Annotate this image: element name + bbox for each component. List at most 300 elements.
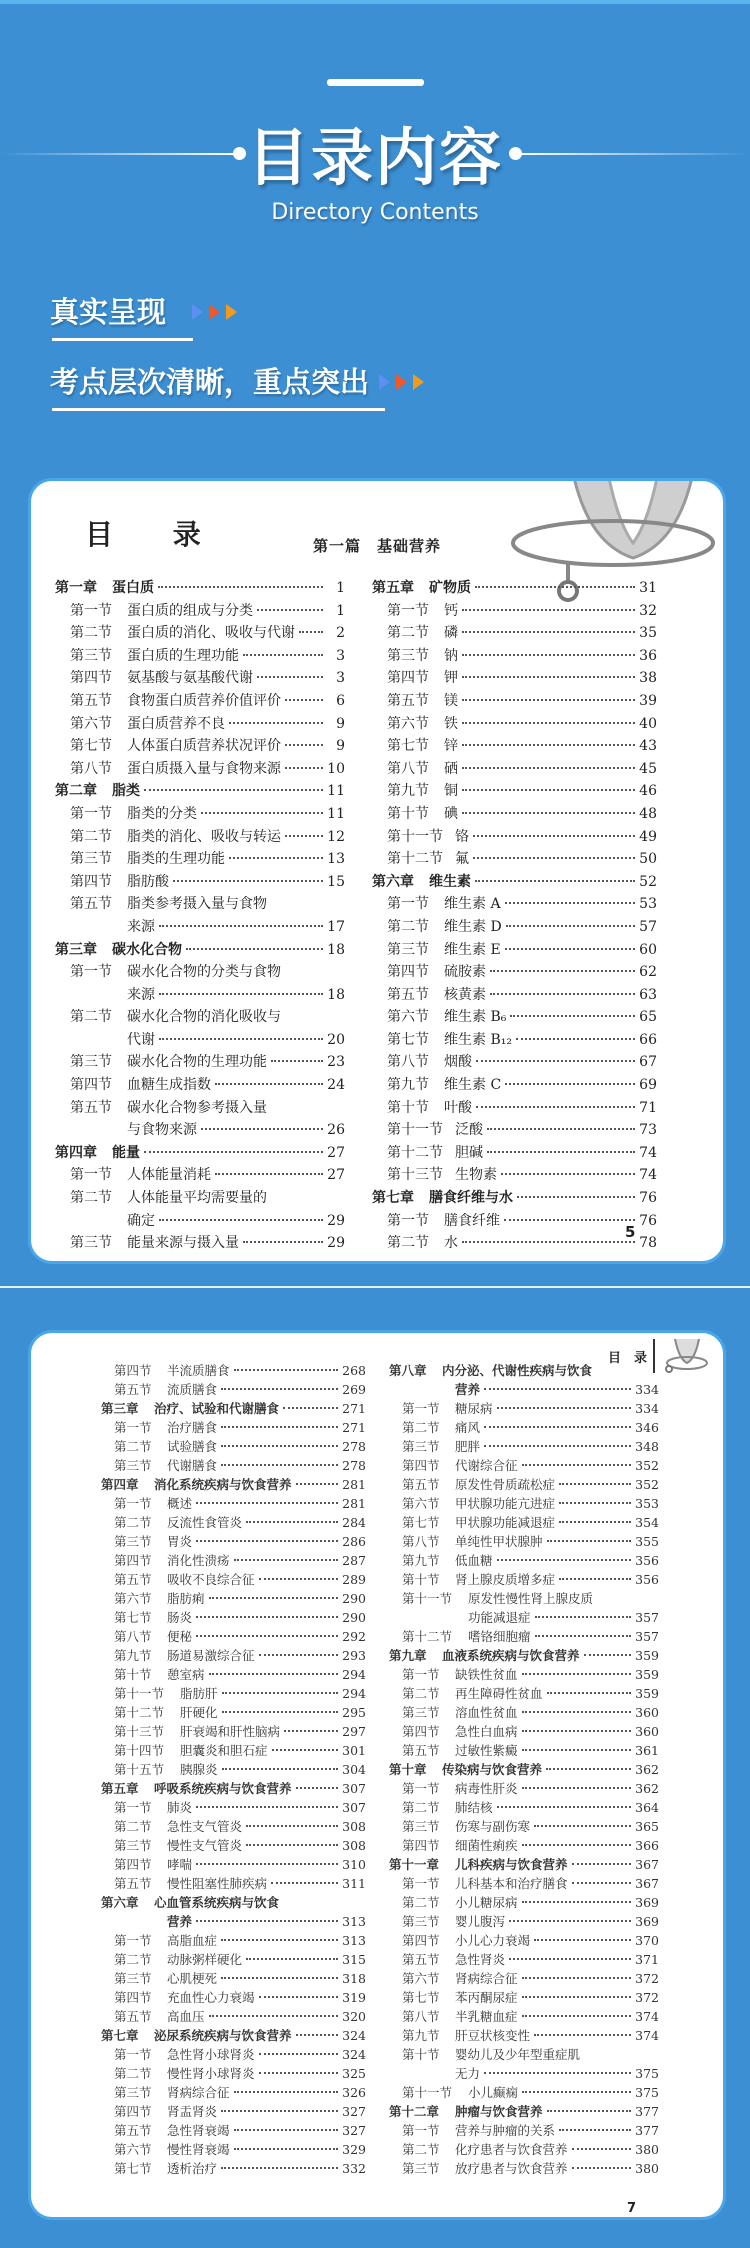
entry-title: 肠道易激综合征 bbox=[167, 1648, 255, 1663]
entry-title: 碳水化合物参考摄入量 bbox=[127, 1099, 267, 1116]
entry-number: 第二节 bbox=[114, 1819, 152, 1834]
entry-page: 318 bbox=[342, 1971, 366, 1986]
leader-dots bbox=[546, 1768, 631, 1770]
entry-title: 铁 bbox=[444, 715, 458, 732]
toc-section-entry[interactable] bbox=[55, 1097, 345, 1120]
entry-number: 第二节 bbox=[70, 1009, 112, 1026]
entry-page: 76 bbox=[639, 1212, 657, 1229]
toc-section-entry[interactable] bbox=[55, 690, 345, 713]
toc-section-entry[interactable] bbox=[372, 1210, 657, 1233]
entry-title: 人体能量消耗 bbox=[127, 1167, 211, 1184]
entry-page: 60 bbox=[639, 941, 657, 958]
toc-section-entry[interactable] bbox=[389, 1741, 659, 1760]
toc-section-entry[interactable] bbox=[55, 667, 345, 690]
entry-number: 第六节 bbox=[114, 2142, 152, 2157]
entry-title: 放疗患者与饮食营养 bbox=[455, 2161, 568, 2176]
entry-page: 27 bbox=[327, 1167, 345, 1184]
toc-chapter-entry[interactable] bbox=[101, 2026, 366, 2045]
entry-title: 急性支气管炎 bbox=[167, 1819, 243, 1834]
entry-title: 维生素 A bbox=[444, 896, 501, 913]
leader-dots bbox=[462, 767, 635, 769]
toc-section-entry[interactable] bbox=[389, 1456, 659, 1475]
toc-section-entry[interactable] bbox=[389, 2140, 659, 2159]
toc-section-entry[interactable] bbox=[55, 1074, 345, 1097]
toc-section-entry[interactable] bbox=[389, 1912, 659, 1931]
entry-title: 急性肾衰竭 bbox=[167, 2123, 230, 2138]
entry-page: 74 bbox=[639, 1144, 657, 1161]
leader-dots bbox=[522, 1749, 631, 1751]
toc-section-entry[interactable] bbox=[55, 893, 345, 916]
entry-title: 传染病与饮食营养 bbox=[442, 1762, 543, 1777]
entry-page: 278 bbox=[342, 1458, 366, 1473]
entry-title: 营养与肿瘤的关系 bbox=[455, 2123, 556, 2138]
toc-section-entry[interactable] bbox=[372, 893, 657, 916]
toc-section-entry[interactable] bbox=[55, 803, 345, 826]
leader-dots bbox=[284, 1730, 338, 1732]
toc-section-entry[interactable] bbox=[389, 1570, 659, 1589]
toc-chapter-entry[interactable] bbox=[55, 780, 345, 803]
toc-section-entry[interactable] bbox=[101, 1608, 366, 1627]
toc-section-entry[interactable] bbox=[372, 713, 657, 736]
toc-section-entry[interactable] bbox=[101, 1456, 366, 1475]
leader-dots bbox=[475, 586, 635, 588]
toc-section-entry[interactable] bbox=[55, 622, 345, 645]
toc-section-entry[interactable] bbox=[101, 1855, 366, 1874]
entry-page: 377 bbox=[635, 2123, 659, 2138]
entry-title: 肺炎 bbox=[167, 1800, 193, 1815]
entry-title: 食物蛋白质营养价值评价 bbox=[127, 692, 281, 709]
toc-section-entry[interactable] bbox=[372, 826, 657, 849]
toc-section-entry[interactable] bbox=[101, 1437, 366, 1456]
leader-dots bbox=[243, 1241, 323, 1243]
entry-page: 289 bbox=[342, 1572, 366, 1587]
entry-number: 第一节 bbox=[70, 964, 112, 981]
entry-page: 12 bbox=[327, 828, 345, 845]
toc-section-entry[interactable] bbox=[389, 1627, 659, 1646]
toc-section-entry[interactable] bbox=[55, 871, 345, 894]
toc-section-entry[interactable] bbox=[372, 939, 657, 962]
leader-dots bbox=[559, 1502, 631, 1504]
toc-section-entry[interactable] bbox=[372, 735, 657, 758]
toc-section-entry[interactable] bbox=[389, 1551, 659, 1570]
entry-number: 第一节 bbox=[70, 805, 112, 822]
toc-section-entry[interactable] bbox=[101, 1874, 366, 1893]
toc-section-entry[interactable] bbox=[389, 1722, 659, 1741]
toc-chapter-entry[interactable] bbox=[389, 1646, 659, 1665]
entry-number: 第三节 bbox=[114, 2085, 152, 2100]
toc-chapter-entry[interactable] bbox=[55, 1142, 345, 1165]
entry-page: 372 bbox=[635, 1990, 659, 2005]
entry-page: 46 bbox=[639, 783, 657, 800]
leader-dots bbox=[506, 925, 635, 927]
entry-number: 第三节 bbox=[114, 1971, 152, 1986]
entry-page: 57 bbox=[639, 918, 657, 935]
entry-title: 脂类的生理功能 bbox=[127, 851, 225, 868]
toc-section-entry[interactable] bbox=[101, 1665, 366, 1684]
toc-section-entry[interactable] bbox=[55, 1187, 345, 1210]
toc-section-entry[interactable] bbox=[389, 1950, 659, 1969]
tagline-1-underline bbox=[52, 338, 193, 341]
toc-section-entry[interactable] bbox=[55, 1232, 345, 1255]
entry-title: 呼吸系统疾病与饮食营养 bbox=[154, 1781, 292, 1796]
toc-section-entry[interactable] bbox=[101, 1589, 366, 1608]
toc-section-entry[interactable] bbox=[389, 2045, 659, 2064]
toc-section-entry[interactable] bbox=[101, 2102, 366, 2121]
toc-section-entry[interactable] bbox=[389, 1513, 659, 1532]
toc-section-entry[interactable] bbox=[389, 1418, 659, 1437]
toc-section-entry[interactable] bbox=[389, 1779, 659, 1798]
toc-section-entry[interactable] bbox=[372, 1074, 657, 1097]
entry-number: 第十三节 bbox=[114, 1724, 165, 1739]
entry-number: 第四节 bbox=[114, 1363, 152, 1378]
toc-section-entry[interactable] bbox=[372, 1119, 657, 1142]
entry-title: 试验膳食 bbox=[167, 1439, 218, 1454]
entry-page: 375 bbox=[635, 2066, 659, 2081]
entry-title: 心肌梗死 bbox=[167, 1971, 218, 1986]
toc-section-entry[interactable] bbox=[372, 780, 657, 803]
toc-section-entry[interactable] bbox=[389, 1703, 659, 1722]
entry-title: 血糖生成指数 bbox=[127, 1077, 211, 1094]
entry-page: 290 bbox=[342, 1610, 366, 1625]
entry-page: 26 bbox=[327, 1122, 345, 1139]
toc-chapter-entry[interactable] bbox=[101, 1399, 366, 1418]
toc-column-left bbox=[55, 577, 345, 1255]
entry-title: 烟酸 bbox=[444, 1054, 472, 1071]
toc-section-entry[interactable] bbox=[101, 2045, 366, 2064]
entry-page: 281 bbox=[342, 1496, 366, 1511]
toc-chapter-entry[interactable] bbox=[101, 1779, 366, 1798]
leader-dots bbox=[246, 1825, 338, 1827]
toc-section-entry[interactable] bbox=[55, 826, 345, 849]
entry-number: 第一节 bbox=[387, 896, 429, 913]
toc-section-entry[interactable] bbox=[101, 1513, 366, 1532]
toc-section-entry[interactable] bbox=[101, 1551, 366, 1570]
toc-section-entry[interactable] bbox=[372, 1029, 657, 1052]
toc-section-entry[interactable] bbox=[101, 1836, 366, 1855]
toc-section-entry[interactable] bbox=[389, 1494, 659, 1513]
entry-title: 蛋白质营养不良 bbox=[127, 715, 225, 732]
toc-section-entry[interactable] bbox=[389, 1437, 659, 1456]
toc-section-entry[interactable] bbox=[101, 1950, 366, 1969]
entry-number: 第五节 bbox=[387, 986, 429, 1003]
toc-section-entry[interactable] bbox=[372, 600, 657, 623]
toc-chapter-entry[interactable] bbox=[389, 2102, 659, 2121]
entry-page: 370 bbox=[635, 1933, 659, 1948]
toc-section-entry[interactable] bbox=[372, 1051, 657, 1074]
entry-page: 329 bbox=[342, 2142, 366, 2157]
entry-title: 儿科基本和治疗膳食 bbox=[455, 1876, 568, 1891]
toc-section-entry[interactable] bbox=[55, 600, 345, 623]
toc-section-entry[interactable] bbox=[389, 1684, 659, 1703]
toc-section-entry[interactable] bbox=[55, 735, 345, 758]
toc-section-entry[interactable] bbox=[101, 1817, 366, 1836]
toc-section-entry[interactable] bbox=[372, 961, 657, 984]
leader-dots bbox=[158, 586, 323, 588]
toc-section-entry[interactable] bbox=[372, 622, 657, 645]
toc-section-entry[interactable] bbox=[389, 1798, 659, 1817]
leader-dots bbox=[497, 1407, 631, 1409]
entry-number: 第一节 bbox=[402, 1876, 440, 1891]
entry-number: 第十节 bbox=[402, 1572, 440, 1587]
toc-section-entry[interactable] bbox=[55, 713, 345, 736]
toc-chapter-entry[interactable] bbox=[372, 577, 657, 600]
leader-dots bbox=[222, 1692, 338, 1694]
toc-section-entry[interactable] bbox=[389, 1874, 659, 1893]
entry-page: 313 bbox=[342, 1933, 366, 1948]
entry-title: 单纯性甲状腺肿 bbox=[455, 1534, 543, 1549]
entry-number: 第四节 bbox=[114, 1990, 152, 2005]
toc-section-entry[interactable] bbox=[372, 1232, 657, 1255]
toc-chapter-entry[interactable] bbox=[372, 871, 657, 894]
entry-number: 第十四节 bbox=[114, 1743, 165, 1758]
entry-number: 第十一节 bbox=[387, 828, 443, 845]
entry-title: 矿物质 bbox=[429, 580, 471, 596]
entry-page: 334 bbox=[635, 1382, 659, 1397]
entry-page: 362 bbox=[635, 1762, 659, 1777]
part-title: 第一篇 基础营养 bbox=[312, 537, 441, 555]
entry-title: 甲状腺功能减退症 bbox=[455, 1515, 556, 1530]
toc-chapter-entry[interactable] bbox=[389, 1855, 659, 1874]
entry-page: 357 bbox=[635, 1629, 659, 1644]
entry-title: 病毒性肝炎 bbox=[455, 1781, 518, 1796]
toc-section-entry[interactable] bbox=[389, 1589, 659, 1608]
entry-page: 11 bbox=[327, 783, 345, 800]
entry-title: 高血压 bbox=[167, 2009, 205, 2024]
entry-title: 泛酸 bbox=[455, 1122, 483, 1139]
toc-section-entry[interactable] bbox=[389, 2026, 659, 2045]
entry-number: 第二节 bbox=[402, 1800, 440, 1815]
entry-title: 原发性慢性肾上腺皮质 bbox=[468, 1591, 594, 1606]
leader-dots bbox=[522, 1711, 631, 1713]
toc-chapter-entry[interactable] bbox=[55, 577, 345, 600]
toc-section-entry[interactable] bbox=[55, 1051, 345, 1074]
entry-page: 356 bbox=[635, 1572, 659, 1587]
toc-section-entry[interactable] bbox=[101, 1380, 366, 1399]
leader-dots bbox=[296, 1787, 338, 1789]
toc-section-entry[interactable] bbox=[101, 2140, 366, 2159]
toc-chapter-entry[interactable] bbox=[372, 1187, 657, 1210]
entry-title: 脂类的消化、吸收与转运 bbox=[127, 828, 281, 845]
entry-number: 第四节 bbox=[70, 873, 112, 890]
page-number: 7 bbox=[627, 2201, 637, 2216]
entry-page: 311 bbox=[342, 1876, 366, 1891]
entry-number: 第十一节 bbox=[402, 1591, 453, 1606]
toc-section-entry[interactable] bbox=[389, 1665, 659, 1684]
entry-number: 第九节 bbox=[114, 1648, 152, 1663]
entry-number: 第三节 bbox=[387, 941, 429, 958]
leader-dots bbox=[196, 1806, 338, 1808]
entry-title: 铜 bbox=[444, 783, 458, 800]
entry-title: 蛋白质摄入量与食物来源 bbox=[127, 760, 281, 777]
entry-number: 第十二章 bbox=[389, 2104, 440, 2119]
toc-section-entry[interactable] bbox=[372, 645, 657, 668]
toc-section-entry[interactable] bbox=[372, 758, 657, 781]
toc-chapter-entry[interactable] bbox=[389, 1760, 659, 1779]
toc-section-entry[interactable] bbox=[55, 645, 345, 668]
toc-section-entry[interactable] bbox=[372, 1164, 657, 1187]
entry-number: 第七节 bbox=[70, 738, 112, 755]
toc-section-entry[interactable] bbox=[372, 803, 657, 826]
entry-title: 肿瘤与饮食营养 bbox=[455, 2104, 543, 2119]
entry-title: 人体能量平均需要量的 bbox=[127, 1190, 267, 1207]
entry-number: 第十节 bbox=[387, 1099, 429, 1116]
entry-page: 369 bbox=[635, 1895, 659, 1910]
toc-section-entry[interactable] bbox=[101, 1627, 366, 1646]
toc-section-entry[interactable] bbox=[101, 1361, 366, 1380]
toc-section-entry[interactable] bbox=[101, 1684, 366, 1703]
entry-number: 第二节 bbox=[114, 1952, 152, 1967]
entry-title: 人体蛋白质营养状况评价 bbox=[127, 738, 281, 755]
entry-number: 第四节 bbox=[70, 670, 112, 687]
leader-dots bbox=[572, 1882, 631, 1884]
leader-dots bbox=[504, 1219, 635, 1221]
toc-section-entry[interactable] bbox=[389, 1475, 659, 1494]
entry-number: 第七节 bbox=[387, 738, 429, 755]
toc-section-entry[interactable] bbox=[372, 848, 657, 871]
entry-number: 第八节 bbox=[387, 760, 429, 777]
toc-section-entry[interactable] bbox=[101, 1722, 366, 1741]
toc-section-entry[interactable] bbox=[372, 1006, 657, 1029]
entry-title-continued: 来源 bbox=[127, 918, 155, 935]
toc-section-entry[interactable] bbox=[389, 1399, 659, 1418]
toc-section-entry[interactable] bbox=[389, 2159, 659, 2178]
entry-number: 第十节 bbox=[114, 1667, 152, 1682]
entry-number: 第三节 bbox=[70, 851, 112, 868]
leader-dots bbox=[462, 812, 635, 814]
leader-dots bbox=[505, 902, 635, 904]
toc-section-entry[interactable] bbox=[372, 984, 657, 1007]
toc-section-entry[interactable] bbox=[101, 1418, 366, 1437]
entry-number: 第八章 bbox=[389, 1363, 427, 1378]
entry-title: 治疗、试验和代谢膳食 bbox=[154, 1401, 280, 1416]
toc-section-entry[interactable] bbox=[101, 2007, 366, 2026]
entry-number: 第七节 bbox=[114, 2161, 152, 2176]
toc-section-entry[interactable] bbox=[101, 1988, 366, 2007]
leader-dots bbox=[462, 722, 635, 724]
leader-dots bbox=[259, 2053, 338, 2055]
toc-section-entry[interactable] bbox=[55, 1006, 345, 1029]
entry-page: 346 bbox=[635, 1420, 659, 1435]
leader-dots bbox=[484, 1426, 631, 1428]
entry-number: 第七节 bbox=[387, 1031, 429, 1048]
entry-title: 脂类 bbox=[112, 783, 140, 800]
toc-section-entry[interactable] bbox=[389, 1988, 659, 2007]
entry-title: 急性肾小球肾炎 bbox=[167, 2047, 255, 2062]
entry-number: 第十二节 bbox=[114, 1705, 165, 1720]
toc-section-entry[interactable] bbox=[101, 1703, 366, 1722]
toc-section-entry[interactable] bbox=[372, 1097, 657, 1120]
leader-dots bbox=[462, 699, 635, 701]
entry-page: 315 bbox=[342, 1952, 366, 1967]
toc-section-entry[interactable] bbox=[372, 690, 657, 713]
toc-section-entry[interactable] bbox=[372, 916, 657, 939]
entry-page: 66 bbox=[639, 1031, 657, 1048]
leader-dots bbox=[221, 2110, 338, 2112]
entry-page: 62 bbox=[639, 964, 657, 981]
leader-dots bbox=[522, 1730, 631, 1732]
leader-dots bbox=[271, 1060, 323, 1062]
entry-number: 第一节 bbox=[402, 1667, 440, 1682]
toc-section-entry[interactable] bbox=[101, 1798, 366, 1817]
entry-number: 第一节 bbox=[387, 602, 429, 619]
toc-column-right bbox=[372, 577, 657, 1255]
toc-section-entry[interactable] bbox=[372, 667, 657, 690]
toc-section-entry[interactable] bbox=[101, 1570, 366, 1589]
toc-section-entry[interactable] bbox=[101, 2121, 366, 2140]
toc-section-entry[interactable] bbox=[101, 1494, 366, 1513]
entry-page: 31 bbox=[639, 580, 657, 596]
toc-chapter-entry[interactable] bbox=[389, 1361, 659, 1380]
leader-dots bbox=[547, 2110, 631, 2112]
leader-dots bbox=[522, 1901, 631, 1903]
entry-title: 磷 bbox=[444, 625, 458, 642]
entry-title: 硫胺素 bbox=[444, 964, 486, 981]
toc-section-entry[interactable] bbox=[55, 848, 345, 871]
entry-title: 维生素 B₁₂ bbox=[444, 1031, 512, 1048]
toc-section-entry[interactable] bbox=[389, 2083, 659, 2102]
toc-section-entry[interactable] bbox=[389, 1969, 659, 1988]
entry-title: 小儿癫痫 bbox=[468, 2085, 519, 2100]
leader-dots bbox=[490, 970, 635, 972]
entry-number: 第二节 bbox=[114, 2066, 152, 2081]
entry-number: 第五节 bbox=[402, 1952, 440, 1967]
entry-number: 第十二节 bbox=[387, 851, 443, 868]
entry-number: 第七章 bbox=[372, 1190, 414, 1207]
entry-number: 第九章 bbox=[389, 1648, 427, 1663]
toc-section-entry[interactable] bbox=[101, 2159, 366, 2178]
toc-section-entry[interactable] bbox=[55, 961, 345, 984]
tagline-2: 考点层次清晰，重点突出 bbox=[50, 365, 370, 399]
toc-section-entry[interactable] bbox=[55, 1164, 345, 1187]
leader-dots bbox=[283, 1407, 338, 1409]
toc-section-entry[interactable] bbox=[101, 1741, 366, 1760]
toc-section-entry[interactable] bbox=[101, 1646, 366, 1665]
entry-title: 动脉粥样硬化 bbox=[167, 1952, 243, 1967]
leader-dots bbox=[271, 1882, 338, 1884]
toc-entry-continuation bbox=[101, 1912, 366, 1931]
toc-section-entry[interactable] bbox=[389, 2121, 659, 2140]
entry-title: 急性肾炎 bbox=[455, 1952, 506, 1967]
entry-title: 碳水化合物的消化吸收与 bbox=[127, 1009, 281, 1026]
toc-section-entry[interactable] bbox=[101, 1931, 366, 1950]
toc-section-entry[interactable] bbox=[101, 2083, 366, 2102]
leader-dots bbox=[221, 1939, 338, 1941]
toc-section-entry[interactable] bbox=[101, 1760, 366, 1779]
entry-page: 319 bbox=[342, 1990, 366, 2005]
toc-section-entry[interactable] bbox=[101, 1969, 366, 1988]
toc-section-entry[interactable] bbox=[389, 2007, 659, 2026]
toc-chapter-entry[interactable] bbox=[101, 1475, 366, 1494]
entry-page: 284 bbox=[342, 1515, 366, 1530]
toc-section-entry[interactable] bbox=[55, 758, 345, 781]
toc-section-entry[interactable] bbox=[101, 1532, 366, 1551]
toc-section-entry[interactable] bbox=[389, 1532, 659, 1551]
toc-section-entry[interactable] bbox=[372, 1142, 657, 1165]
toc-section-entry[interactable] bbox=[389, 1836, 659, 1855]
toc-section-entry[interactable] bbox=[101, 2064, 366, 2083]
toc-section-entry[interactable] bbox=[389, 1893, 659, 1912]
entry-page: 74 bbox=[639, 1167, 657, 1184]
toc-chapter-entry[interactable] bbox=[55, 939, 345, 962]
toc-section-entry[interactable] bbox=[389, 1931, 659, 1950]
entry-number: 第四节 bbox=[387, 670, 429, 687]
entry-page: 380 bbox=[635, 2142, 659, 2157]
toc-section-entry[interactable] bbox=[389, 1817, 659, 1836]
entry-title: 蛋白质的生理功能 bbox=[127, 647, 239, 664]
toc-chapter-entry[interactable] bbox=[101, 1893, 366, 1912]
entry-number: 第五节 bbox=[70, 1099, 112, 1116]
leader-dots bbox=[522, 2015, 631, 2017]
